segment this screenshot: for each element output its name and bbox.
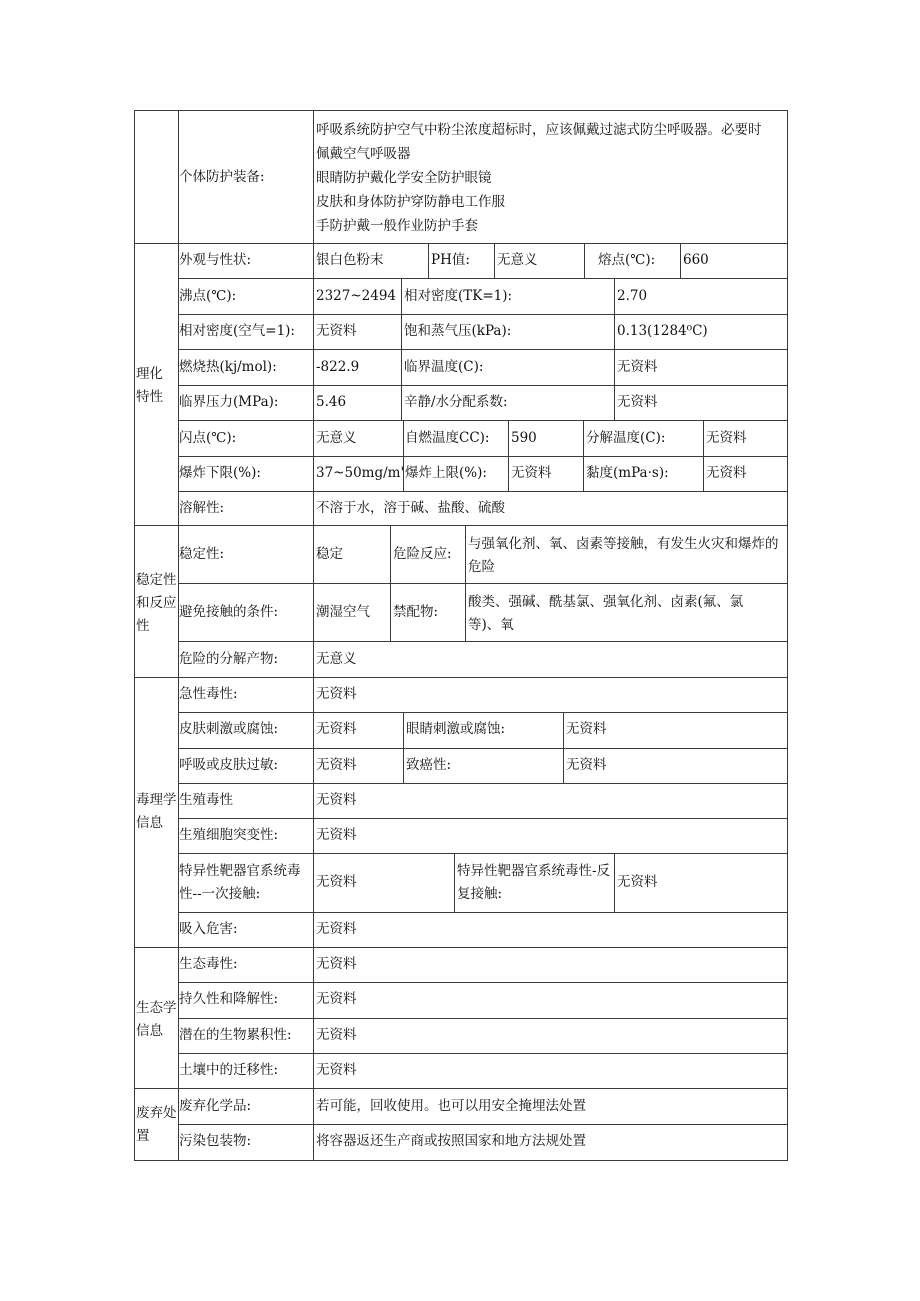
soil-mobility-value: 无资料 <box>316 1062 357 1078</box>
row-divider <box>134 243 788 244</box>
solubility-label: 溶解性: <box>179 500 225 516</box>
flash-point-label: 闪点(℃): <box>179 430 237 446</box>
reproductive-toxicity-value: 无资料 <box>316 792 357 808</box>
waste-chemical-value: 若可能，回收使用。也可以用安全掩埋法处置 <box>316 1098 586 1114</box>
row-divider <box>178 853 788 854</box>
cell-divider <box>614 278 615 421</box>
carcinogenicity-label: 致癌性: <box>406 757 452 773</box>
persistence-label: 持久性和降解性: <box>179 991 279 1007</box>
boiling-point-label: 沸点(℃): <box>179 288 237 304</box>
conditions-to-avoid-label: 避免接触的条件: <box>179 604 279 620</box>
critical-temperature-value: 无资料 <box>617 359 658 375</box>
stot-repeat-label: 特异性靶器官系统毒性-反复接触: <box>457 863 611 902</box>
eye-irritation-label: 眼睛刺激或腐蚀: <box>406 721 506 737</box>
decomposition-temp-value: 无资料 <box>706 430 747 446</box>
contaminated-packaging-label: 污染包装物: <box>179 1133 252 1149</box>
row-divider <box>178 1018 788 1019</box>
section-title-disposal: 废弃处置 <box>136 1105 177 1144</box>
row-divider <box>178 491 788 492</box>
combustion-heat-value: -822.9 <box>316 359 360 375</box>
row-divider <box>178 748 788 749</box>
column-divider <box>313 110 314 1161</box>
germ-cell-mutagenicity-label: 生殖细胞突变性: <box>179 827 279 843</box>
cell-divider <box>703 420 704 492</box>
personal-protection-line: 呼吸系统防护空气中粉尘浓度超标时，应该佩戴过滤式防尘呼吸器。必要时 <box>316 122 762 138</box>
personal-protection-label: 个体防护装备: <box>179 169 265 185</box>
row-divider <box>178 314 788 315</box>
stot-repeat-value: 无资料 <box>617 874 658 890</box>
row-divider <box>178 912 788 913</box>
ph-value: 无意义 <box>497 252 538 268</box>
skin-irritation-value: 无资料 <box>316 721 357 737</box>
cell-divider <box>403 712 404 784</box>
waste-chemical-label: 废弃化学品: <box>179 1098 252 1114</box>
row-divider <box>178 385 788 386</box>
partition-coefficient-label: 辛静/水分配系数: <box>404 394 508 410</box>
personal-protection-line: 皮肤和身体防护穿防静电工作服 <box>316 194 505 210</box>
relative-density-label: 相对密度(TK=1): <box>404 288 513 304</box>
section-title-stability: 稳定性和反应性 <box>136 572 177 634</box>
autoignition-label: 自燃温度CC): <box>405 430 490 446</box>
cell-divider <box>390 525 391 642</box>
hazardous-reaction-label: 危险反应: <box>393 546 452 562</box>
stot-single-value: 无资料 <box>316 874 357 890</box>
cell-divider <box>680 243 681 279</box>
row-divider <box>178 420 788 421</box>
personal-protection-line: 眼睛防护戴化学安全防护眼镜 <box>316 170 492 186</box>
contaminated-packaging-value: 将容器返还生产商或按照国家和地方法规处置 <box>316 1133 586 1149</box>
sensitization-label: 呼吸或皮肤过敏: <box>179 757 279 773</box>
row-divider <box>178 818 788 819</box>
soil-mobility-label: 土壤中的迁移性: <box>179 1062 279 1078</box>
viscosity-value: 无资料 <box>706 465 747 481</box>
boiling-point-value: 2327~2494 <box>316 288 397 304</box>
table-border-top <box>134 110 788 111</box>
aspiration-hazard-label: 吸入危害: <box>179 921 238 937</box>
decomposition-products-value: 无意义 <box>316 651 357 667</box>
table-border-right <box>787 110 788 1161</box>
combustion-heat-label: 燃烧热(kj/mol): <box>179 359 277 375</box>
table-border-left <box>134 110 135 1161</box>
bioaccumulation-label: 潜在的生物累积性: <box>179 1027 292 1043</box>
stability-label: 稳定性: <box>179 546 225 562</box>
decomposition-products-label: 危险的分解产物: <box>179 651 279 667</box>
row-divider <box>178 456 788 457</box>
solubility-value: 不溶于水，溶于碱、盐酸、硫酸 <box>316 500 505 516</box>
section-divider <box>134 677 788 678</box>
stot-single-label: 特异性靶器官系统毒性--一次接触: <box>179 863 301 902</box>
section-title-toxicology: 毒理学信息 <box>136 792 177 831</box>
lower-explosive-limit-value: 37~50mg/m' <box>316 465 405 481</box>
flash-point-value: 无意义 <box>316 430 357 446</box>
upper-explosive-limit-value: 无资料 <box>511 465 552 481</box>
stability-value: 稳定 <box>316 546 343 562</box>
incompatible-materials-value: 酸类、强碱、酰基氯、强氧化剂、卤素(氟、氯等)、氧 <box>468 594 744 633</box>
cell-divider <box>584 243 585 279</box>
cell-divider <box>454 853 455 913</box>
germ-cell-mutagenicity-value: 无资料 <box>316 827 357 843</box>
cell-divider <box>583 420 584 492</box>
personal-protection-line: 佩戴空气呼吸器 <box>316 146 411 162</box>
critical-temperature-label: 临界温度(C): <box>404 359 484 375</box>
appearance-value: 银白色粉末 <box>316 252 384 268</box>
row-divider <box>178 583 788 584</box>
acute-toxicity-value: 无资料 <box>316 686 357 702</box>
eye-irritation-value: 无资料 <box>566 721 607 737</box>
sensitization-value: 无资料 <box>316 757 357 773</box>
decomposition-temp-label: 分解温度(C): <box>586 430 666 446</box>
lower-explosive-limit-label: 爆炸下限(%): <box>179 465 261 481</box>
section-title-ecology: 生态学信息 <box>136 1000 177 1039</box>
cell-divider <box>401 278 402 421</box>
carcinogenicity-value: 无资料 <box>566 757 607 773</box>
vapor-density-value: 无资料 <box>316 323 357 339</box>
hazardous-reaction-value: 与强氧化剂、氧、卤素等接触，有发生火灾和爆炸的危险 <box>468 536 779 575</box>
ecotoxicity-label: 生态毒性: <box>179 956 238 972</box>
partition-coefficient-value: 无资料 <box>617 394 658 410</box>
critical-pressure-label: 临界压力(MPa): <box>179 394 279 410</box>
row-divider <box>178 712 788 713</box>
row-divider <box>178 641 788 642</box>
relative-density-value: 2.70 <box>617 288 648 304</box>
bioaccumulation-value: 无资料 <box>316 1027 357 1043</box>
viscosity-label: 黏度(mPa·s): <box>586 465 669 481</box>
personal-protection-line: 手防护戴一般作业防护手套 <box>316 218 478 234</box>
section-divider <box>134 1088 788 1089</box>
reproductive-toxicity-label: 生殖毒性 <box>179 792 233 808</box>
cell-divider <box>494 243 495 279</box>
row-divider <box>178 349 788 350</box>
cell-divider <box>614 853 615 913</box>
vapor-pressure-value: 0.13(1284⁰C) <box>617 323 708 339</box>
cell-divider <box>428 243 429 279</box>
row-divider <box>178 1053 788 1054</box>
upper-explosive-limit-label: 爆炸上限(%): <box>405 465 487 481</box>
section-title-physchem: 理化特性 <box>136 366 163 405</box>
cell-divider <box>508 420 509 492</box>
vapor-pressure-label: 饱和蒸气压(kPa): <box>404 323 512 339</box>
section-divider <box>134 947 788 948</box>
melting-point-value: 660 <box>683 252 709 268</box>
row-divider <box>178 783 788 784</box>
section-divider <box>134 525 788 526</box>
skin-irritation-label: 皮肤刺激或腐蚀: <box>179 721 279 737</box>
row-divider <box>178 278 788 279</box>
melting-point-label: 熔点(℃): <box>598 252 656 268</box>
incompatible-materials-label: 禁配物: <box>393 604 439 620</box>
cell-divider <box>465 525 466 642</box>
autoignition-value: 590 <box>511 430 537 446</box>
ecotoxicity-value: 无资料 <box>316 956 357 972</box>
appearance-label: 外观与性状: <box>179 252 252 268</box>
critical-pressure-value: 5.46 <box>316 394 347 410</box>
row-divider <box>178 982 788 983</box>
persistence-value: 无资料 <box>316 991 357 1007</box>
table-border-bottom <box>134 1160 788 1161</box>
row-divider <box>178 1124 788 1125</box>
vapor-density-label: 相对密度(空气=1): <box>179 323 295 339</box>
acute-toxicity-label: 急性毒性: <box>179 686 238 702</box>
ph-label: PH值: <box>431 252 470 268</box>
conditions-to-avoid-value: 潮湿空气 <box>316 604 370 620</box>
aspiration-hazard-value: 无资料 <box>316 921 357 937</box>
cell-divider <box>563 712 564 784</box>
